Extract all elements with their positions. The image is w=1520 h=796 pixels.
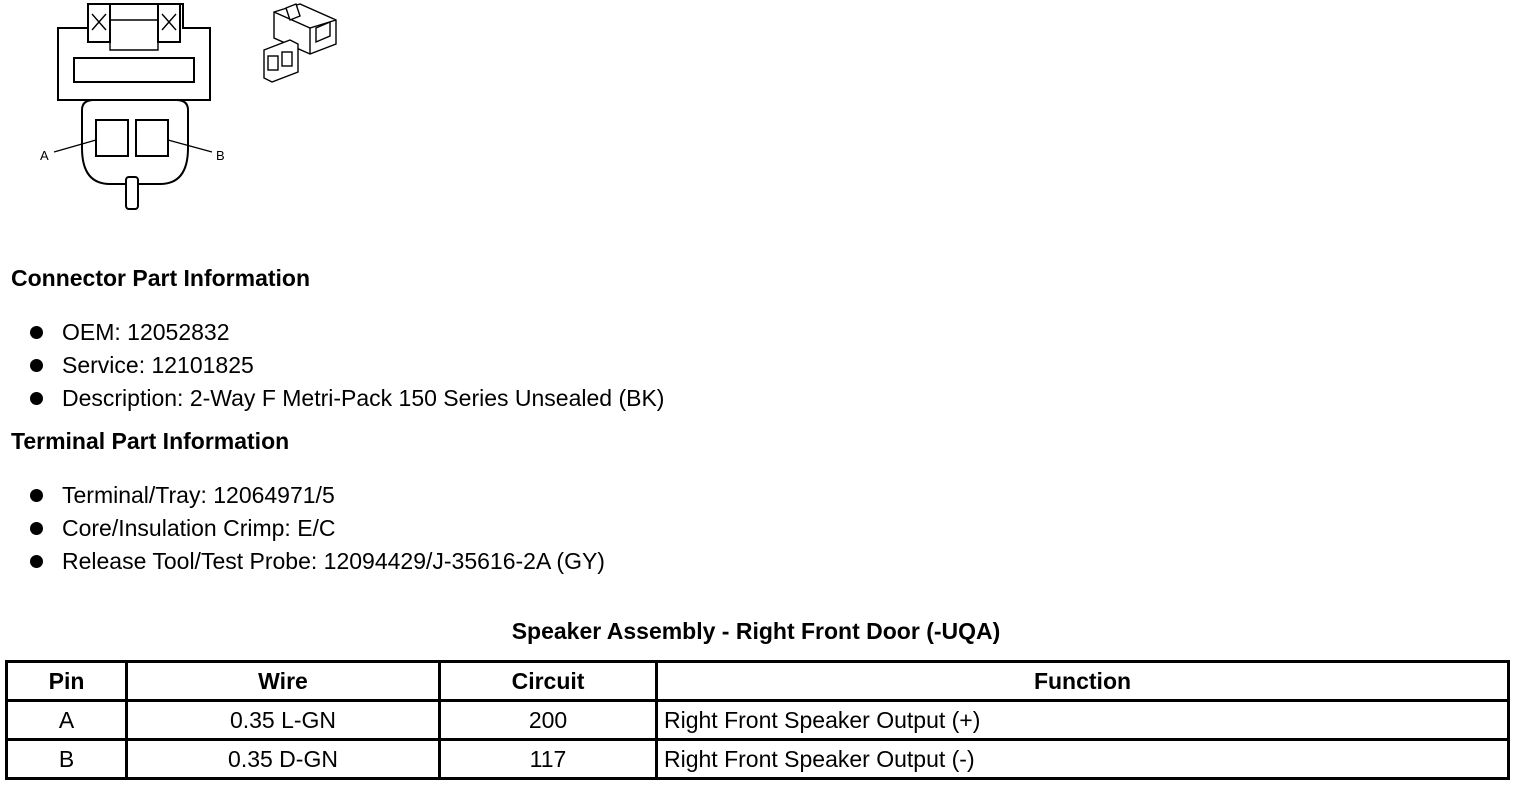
- terminal-info-heading: Terminal Part Information: [11, 428, 290, 454]
- column-header-pin: Pin: [7, 662, 127, 701]
- cell-circuit: 200: [440, 701, 657, 740]
- bullet-icon: [30, 555, 43, 568]
- bullet-icon: [30, 392, 43, 405]
- cell-wire: 0.35 L-GN: [127, 701, 440, 740]
- bullet-icon: [30, 326, 43, 339]
- table-row: [7, 701, 1509, 740]
- connector-info-heading: Connector Part Information: [11, 265, 311, 291]
- cell-circuit: 117: [440, 740, 657, 779]
- bullet-icon: [30, 489, 43, 502]
- pin-label-a: A: [40, 148, 49, 163]
- column-header-circuit: Circuit: [440, 662, 657, 701]
- bullet-icon: [30, 359, 43, 372]
- connector-isometric-view: [264, 4, 336, 82]
- cell-pin: B: [7, 740, 127, 779]
- column-header-wire: Wire: [127, 662, 440, 701]
- column-header-function: Function: [657, 662, 1509, 701]
- table-row: [7, 740, 1509, 779]
- table-title: Speaker Assembly - Right Front Door (-UQA): [511, 618, 1001, 644]
- pinout-table: [5, 660, 1510, 780]
- cell-pin: A: [7, 701, 127, 740]
- connector-diagram: [0, 0, 380, 225]
- cell-function: Right Front Speaker Output (-): [657, 740, 1509, 779]
- cell-wire: 0.35 D-GN: [127, 740, 440, 779]
- bullet-icon: [30, 522, 43, 535]
- cell-function: Right Front Speaker Output (+): [657, 701, 1509, 740]
- pin-label-b: B: [216, 148, 225, 163]
- table-header-row: [7, 662, 1509, 701]
- connector-face-view: [54, 4, 212, 209]
